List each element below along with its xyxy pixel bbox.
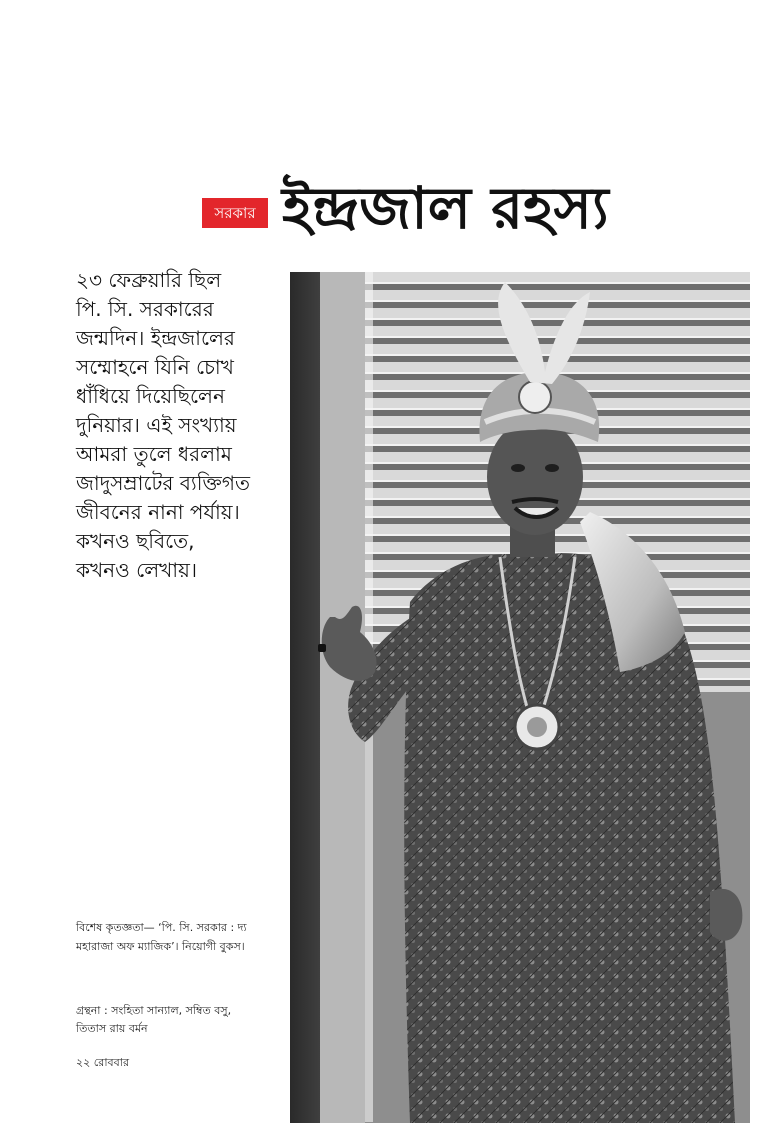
intro-line: জীবনের নানা পর্যায়। bbox=[76, 500, 240, 524]
prepared-by-line: তিতাস রায় বর্মন bbox=[76, 1022, 148, 1035]
section-tag: সরকার bbox=[202, 198, 268, 228]
acknowledgement bbox=[76, 918, 286, 956]
brocade-robe bbox=[404, 553, 735, 1123]
intro-line: ধাঁধিয়ে দিয়েছিলেন bbox=[76, 384, 225, 408]
acknowledgement-line: মহারাজা অফ ম্যাজিক’। নিয়োগী বুকস। bbox=[76, 940, 245, 953]
prepared-by-line: গ্রন্থনা : সংহিতা সান্যাল, সম্বিত বসু, bbox=[76, 1004, 232, 1017]
acknowledgement-line: বিশেষ কৃতজ্ঞতা— ‘পি. সি. সরকার : দ্য bbox=[76, 921, 247, 934]
intro-line: দুনিয়ার। এই সংখ্যায় bbox=[76, 413, 237, 437]
page-title: ইন্দ্রজাল রহস্য bbox=[282, 174, 609, 242]
page-folio: ২২ রোববার bbox=[76, 1056, 129, 1069]
intro-line: জন্মদিন। ইন্দ্রজালের bbox=[76, 326, 235, 350]
intro-line: পি. সি. সরকারের bbox=[76, 297, 214, 321]
intro-line: সম্মোহনে যিনি চোখ bbox=[76, 355, 234, 379]
prepared-by bbox=[76, 1002, 286, 1038]
intro-text bbox=[76, 266, 288, 585]
magician-photo bbox=[290, 272, 750, 1123]
intro-line: কখনও ছবিতে, bbox=[76, 529, 195, 553]
intro-line: জাদুসম্রাটের ব্যক্তিগত bbox=[76, 471, 250, 495]
intro-line: ২৩ ফেব্রুয়ারি ছিল bbox=[76, 268, 222, 292]
intro-line: আমরা তুলে ধরলাম bbox=[76, 442, 232, 466]
intro-line: কখনও লেখায়। bbox=[76, 558, 198, 582]
turban-jewel bbox=[519, 381, 551, 413]
